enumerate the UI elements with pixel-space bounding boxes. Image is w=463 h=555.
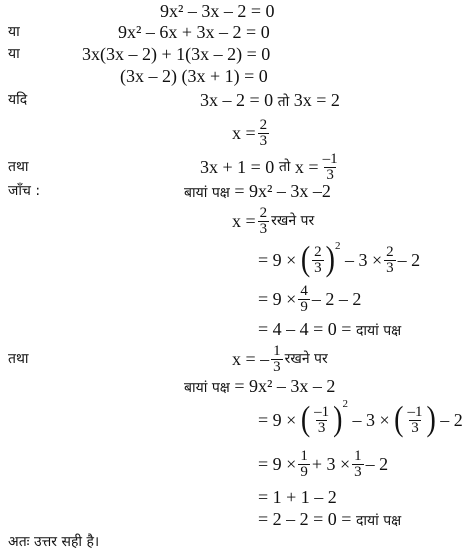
denominator: 3: [354, 463, 362, 480]
label-yadi: यदि: [8, 92, 28, 108]
equation-line: 9x² – 6x + 3x – 2 = 0: [118, 22, 270, 42]
eq-part: + 3 ×: [311, 454, 351, 474]
denominator: 9: [300, 298, 308, 315]
eq-part: x =: [232, 123, 256, 143]
fraction: [312, 405, 331, 436]
eq-part: = 9 ×: [258, 289, 297, 309]
fraction: [352, 449, 364, 480]
eq-part: – 3 ×: [344, 250, 383, 270]
eq-part: = 9 ×: [258, 410, 297, 430]
paren-open: (: [300, 240, 311, 279]
fraction: [258, 118, 270, 149]
conclusion-text: अतः उत्तर सही है।: [8, 534, 100, 550]
denominator: 3: [386, 259, 394, 276]
eq-part: – 2 – 2: [311, 289, 362, 309]
denominator: 3: [259, 132, 268, 149]
equation-line: = 9 × ( $\frac{2}{3}$ ) 2 – 3 × $\frac{2}{3}$ – 2: [258, 240, 421, 279]
eq-part: x = –: [232, 349, 270, 369]
equation-line: [232, 115, 271, 151]
word-then: तो: [278, 159, 291, 175]
equation-line: (3x – 2) (3x + 1) = 0: [120, 66, 268, 86]
numerator: 2: [259, 204, 268, 221]
equation-line: 9x² – 3x – 2 = 0: [160, 1, 275, 21]
eq-part: 3x = 2: [293, 90, 340, 110]
fraction: [405, 405, 424, 436]
equation-line: [258, 509, 401, 531]
numerator: 2: [386, 243, 394, 260]
eq-part: = 2 – 2 = 0 =: [258, 509, 352, 529]
eq-part: x =: [294, 157, 319, 177]
paren-close: ): [333, 400, 343, 439]
equation-line: = 9 × ( $\frac{-1}{3}$ ) 2 – 3 × ( $\frac{-1}{3}$ ) – 2: [258, 398, 463, 439]
denominator: 3: [411, 419, 419, 436]
eq-part: 3x – 2 = 0: [200, 90, 274, 110]
word-put-on: रखने पर: [271, 213, 315, 229]
equation-line: [200, 149, 342, 185]
denominator: 3: [273, 358, 281, 375]
eq-part: = 4 – 4 = 0 =: [258, 319, 352, 339]
denominator: 3: [314, 259, 322, 276]
label-check: जाँच :: [8, 183, 41, 199]
lhs-label: बायां पक्ष: [184, 380, 230, 396]
equation-line: [258, 446, 388, 482]
eq-part: – 3 ×: [352, 410, 390, 430]
fraction: [271, 344, 283, 375]
numerator: 1: [300, 447, 308, 464]
denominator: 9: [300, 463, 308, 480]
numerator: –1: [322, 150, 338, 167]
fraction: [298, 284, 310, 315]
rhs-label: दायां पक्ष: [355, 323, 402, 339]
eq-part: x =: [232, 211, 256, 231]
numerator: 2: [314, 243, 322, 260]
word-put-on: रखने पर: [284, 351, 328, 367]
equation-line: [258, 319, 401, 341]
eq-part: = 9x² – 3x – 2: [234, 376, 336, 396]
fraction: [312, 245, 324, 276]
numerator: 1: [354, 447, 362, 464]
denominator: 3: [326, 166, 334, 183]
eq-part: = 9 ×: [258, 250, 297, 270]
fraction: [321, 152, 340, 183]
paren-close: ): [325, 240, 335, 279]
eq-part: = 9x² – 3x –2: [234, 181, 331, 201]
paren-close: ): [426, 400, 436, 439]
eq-part: – 2: [365, 454, 389, 474]
equation-line: [184, 181, 331, 203]
paren-open: (: [300, 400, 311, 439]
label-ya: या: [8, 46, 20, 62]
equation-line: [232, 203, 314, 239]
equation-line: = 1 + 1 – 2: [258, 487, 337, 507]
label-ya: या: [8, 24, 20, 40]
numerator: 1: [273, 342, 281, 359]
lhs-label: बायां पक्ष: [184, 185, 230, 201]
eq-part: – 2: [397, 250, 421, 270]
fraction: [384, 245, 396, 276]
equation-line: [232, 341, 328, 377]
paren-open: (: [394, 400, 404, 439]
equation-line: [258, 281, 361, 317]
label-tatha: तथा: [8, 351, 29, 367]
word-then: तो: [277, 94, 290, 110]
denominator: 3: [259, 220, 268, 237]
eq-part: 3x + 1 = 0: [200, 157, 275, 177]
denominator: 3: [317, 419, 326, 436]
rhs-label: दायां पक्ष: [355, 513, 402, 529]
eq-part: – 2: [440, 410, 463, 430]
fraction: [258, 206, 270, 237]
numerator: 4: [300, 282, 308, 299]
numerator: 2: [259, 116, 268, 133]
equation-line: [184, 376, 335, 398]
eq-part: = 9 ×: [258, 454, 297, 474]
equation-line: 3x(3x – 2) + 1(3x – 2) = 0: [82, 44, 271, 64]
equation-line: [200, 90, 340, 112]
fraction: [298, 449, 310, 480]
label-tatha: तथा: [8, 159, 29, 175]
numerator: –1: [314, 403, 330, 420]
numerator: –1: [407, 403, 423, 420]
